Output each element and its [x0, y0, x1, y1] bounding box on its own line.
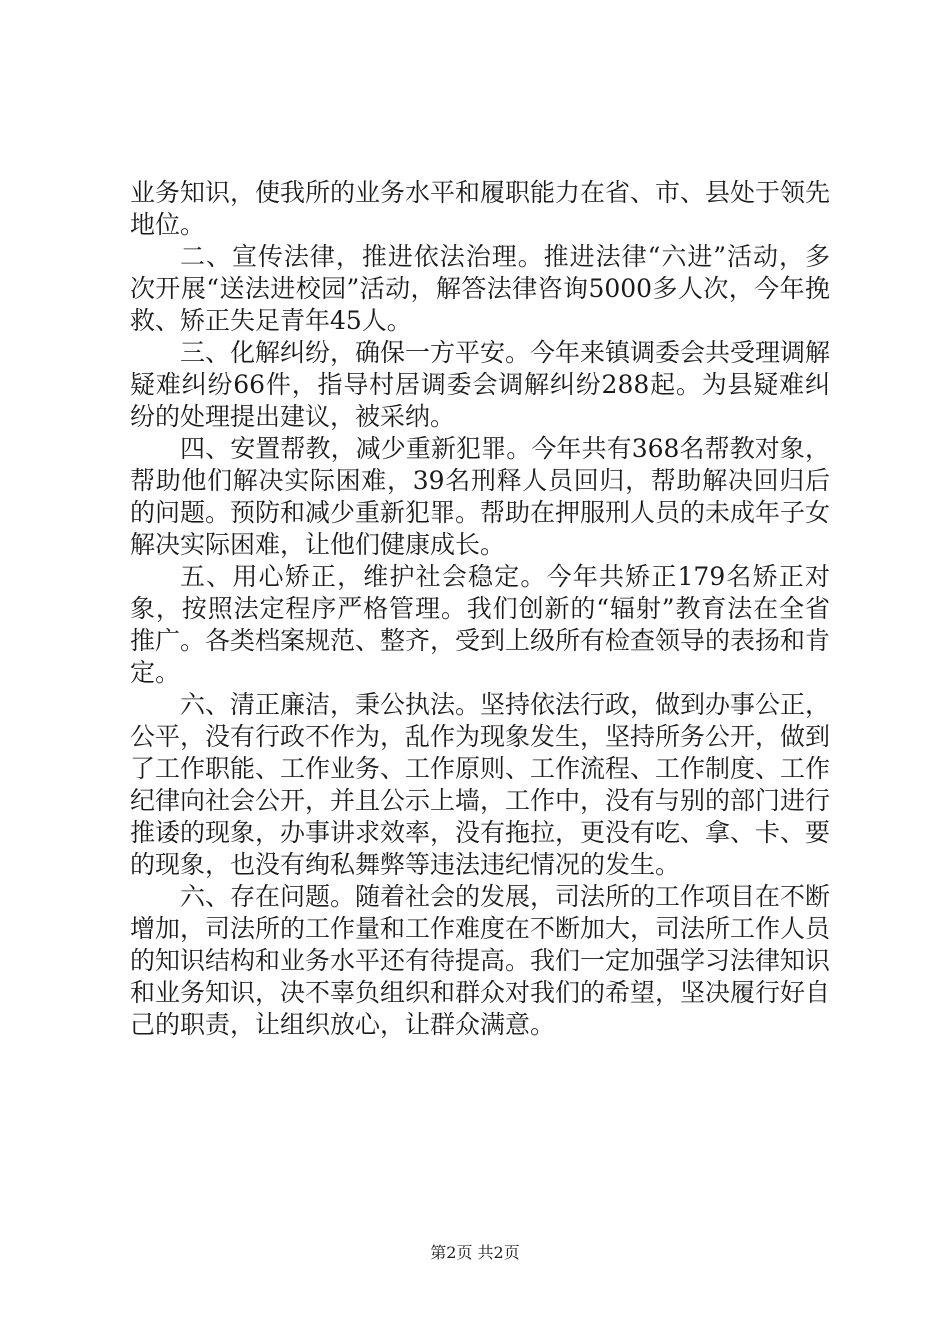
- paragraph-continuation: 业务知识，使我所的业务水平和履职能力在省、市、县处于领先地位。: [130, 178, 831, 239]
- paragraph-section-4: 四、安置帮教，减少重新犯罪。今年共有368名帮教对象，帮助他们解决实际困难，39名刑释人员回归，帮助解决回归后的问题。预防和减少重新犯罪。帮助在押服刑人员的未成年子女解决实际困难，让他们健康成长。: [130, 434, 831, 559]
- document-body: [130, 177, 830, 1041]
- paragraph-section-3: 三、化解纠纷，确保一方平安。今年来镇调委会共受理调解疑难纠纷66件，指导村居调委会调解纠纷288起。为县疑难纠纷的处理提出建议，被采纳。: [130, 338, 831, 431]
- paragraph-section-6: 六、清正廉洁，秉公执法。坚持依法行政，做到办事公正，公平，没有行政不作为，乱作为现象发生，坚持所务公开，做到了工作职能、工作业务、工作原则、工作流程、工作制度、工作纪律向社会公开，并且公示上墙，工作中，没有与别的部门进行推诿的现象，办事讲求效率，没有拖拉，更没有吃、拿、卡、要的现象，也没有绚私舞弊等违法违纪情况的发生。: [130, 690, 831, 879]
- paragraph-section-issues: 六、存在问题。随着社会的发展，司法所的工作项目在不断增加，司法所的工作量和工作难度在不断加大，司法所工作人员的知识结构和业务水平还有待提高。我们一定加强学习法律知识和业务知识，决不辜负组织和群众对我们的希望，坚决履行好自己的职责，让组织放心，让群众满意。: [130, 882, 831, 1039]
- paragraph-section-2: 二、宣传法律，推进依法治理。推进法律“六进”活动，多次开展“送法进校园”活动，解答法律咨询5000多人次，今年挽救、矫正失足青年45人。: [130, 242, 830, 335]
- page-footer: 第2页 共2页: [430, 1243, 520, 1262]
- paragraph-section-5: 五、用心矫正，维护社会稳定。今年共矫正179名矫正对象，按照法定程序严格管理。我们创新的“辐射”教育法在全省推广。各类档案规范、整齐，受到上级所有检查领导的表扬和肯定。: [130, 562, 831, 687]
